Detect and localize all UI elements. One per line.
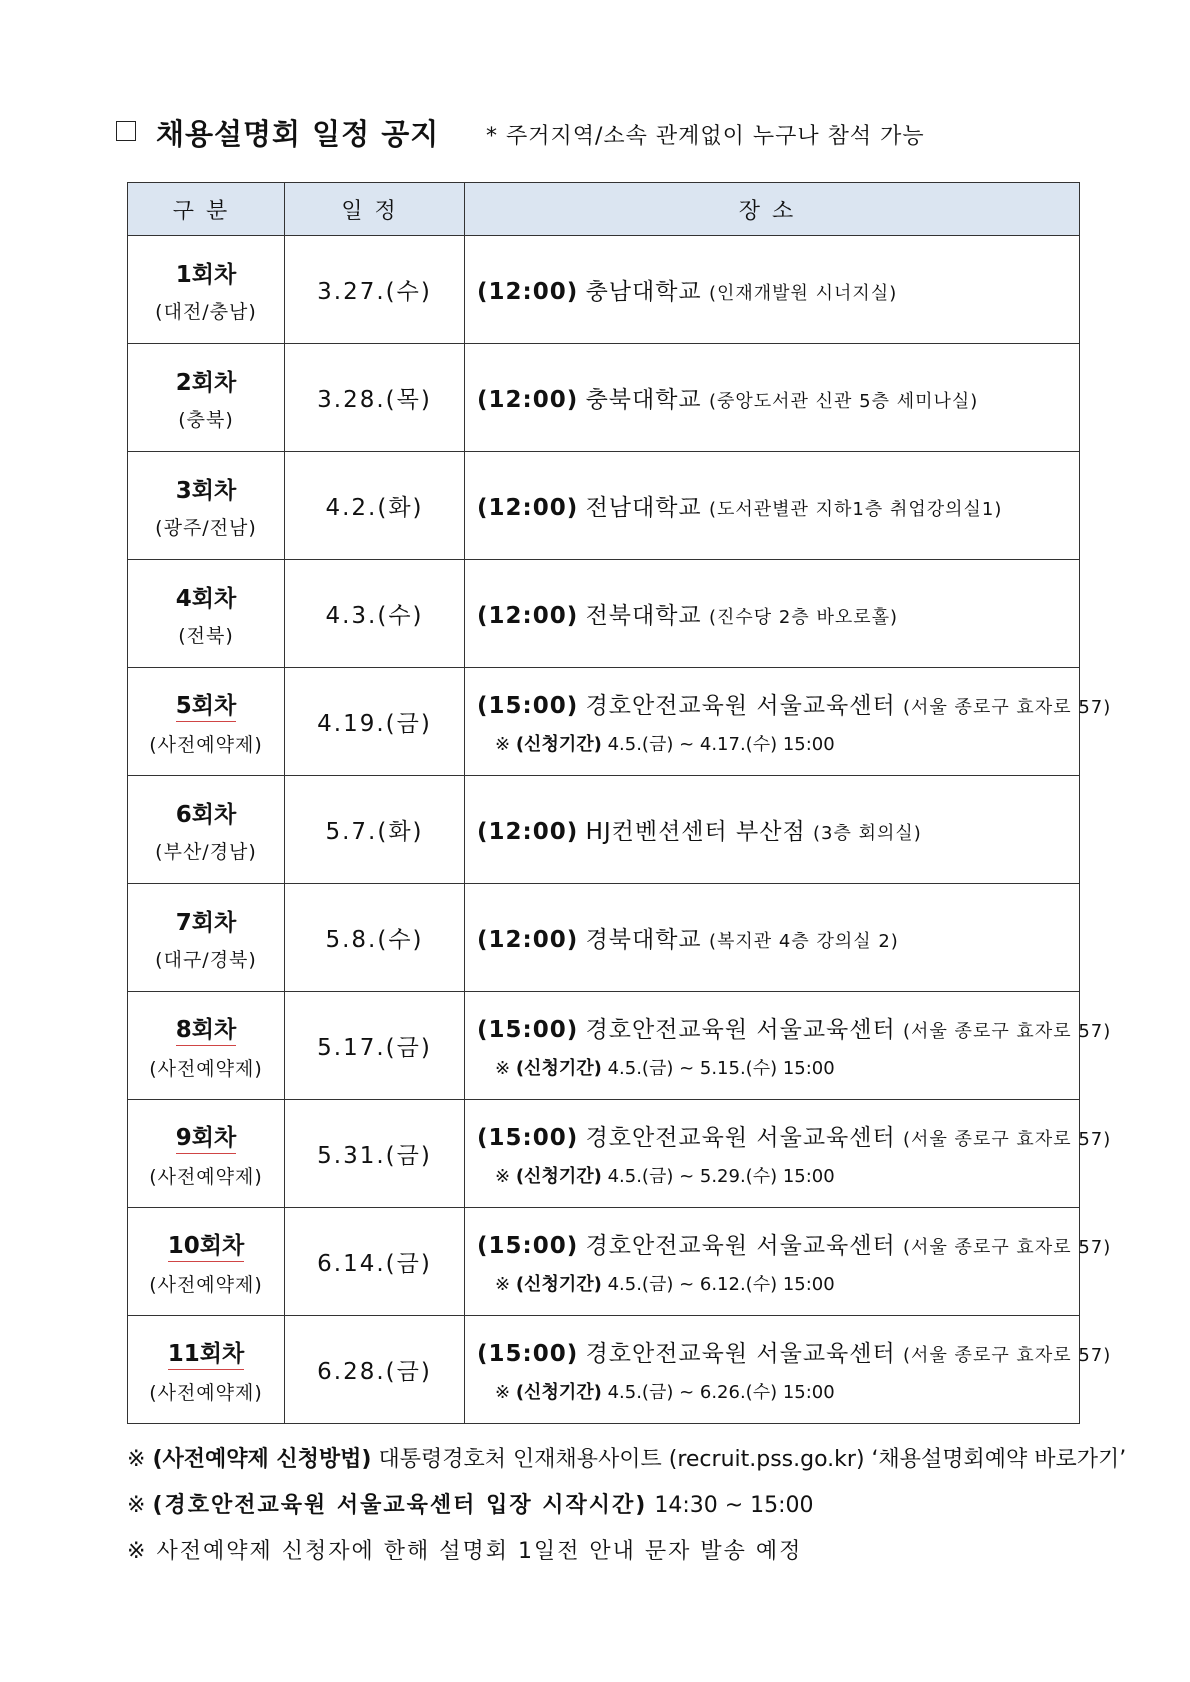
round-region: (사전예약제) bbox=[149, 1273, 263, 1296]
place-line bbox=[477, 1227, 1112, 1260]
round-cell bbox=[128, 668, 285, 776]
round-number: 3회차 bbox=[175, 477, 237, 504]
venue-detail: (서울 종로구 효자로 57) bbox=[903, 1237, 1112, 1258]
venue-name: 충남대학교 bbox=[585, 279, 702, 305]
venue-detail: (서울 종로구 효자로 57) bbox=[903, 1345, 1112, 1366]
table-header-row bbox=[128, 183, 1080, 236]
place-cell bbox=[465, 776, 1080, 884]
place-cell bbox=[465, 1208, 1112, 1316]
table-row bbox=[128, 1208, 1080, 1316]
round-number: 7회차 bbox=[175, 909, 237, 936]
round-region: (사전예약제) bbox=[149, 1057, 263, 1080]
round-number: 10회차 bbox=[168, 1227, 244, 1262]
date-cell: 5.17.(금) bbox=[285, 992, 465, 1100]
round-region: (대전/충남) bbox=[155, 300, 257, 323]
session-time: (12:00) bbox=[477, 819, 579, 845]
round-number: 5회차 bbox=[176, 687, 236, 722]
date-cell: 3.28.(목) bbox=[285, 344, 465, 452]
table-row bbox=[128, 776, 1080, 884]
round-region: (광주/전남) bbox=[155, 516, 257, 539]
round-cell bbox=[128, 1100, 285, 1208]
footnote-text: 14:30 ~ 15:00 bbox=[654, 1493, 814, 1518]
venue-name: 전남대학교 bbox=[585, 495, 702, 521]
reference-mark: ※ bbox=[495, 734, 511, 755]
reference-mark: ※ bbox=[495, 1058, 511, 1079]
session-time: (15:00) bbox=[477, 1341, 579, 1367]
registration-period bbox=[477, 1378, 1079, 1404]
round-cell bbox=[128, 236, 285, 344]
registration-dates: 4.5.(금) ~ 4.17.(수) 15:00 bbox=[607, 734, 835, 755]
venue-name: HJ컨벤션센터 부산점 bbox=[585, 819, 806, 845]
round-region: (전북) bbox=[178, 624, 234, 647]
venue-name: 충북대학교 bbox=[585, 387, 702, 413]
date-cell: 4.2.(화) bbox=[285, 452, 465, 560]
venue-detail: (인재개발원 시너지실) bbox=[708, 283, 898, 304]
venue-name: 경호안전교육원 서울교육센터 bbox=[585, 1233, 896, 1259]
column-header-date: 일정 bbox=[285, 183, 465, 236]
eligibility-note: * 주거지역/소속 관계없이 누구나 참석 가능 bbox=[486, 124, 925, 149]
registration-dates: 4.5.(금) ~ 6.26.(수) 15:00 bbox=[607, 1382, 835, 1403]
table-row bbox=[128, 452, 1080, 560]
date-cell: 5.8.(수) bbox=[285, 884, 465, 992]
place-line bbox=[477, 597, 1079, 630]
registration-period bbox=[477, 1054, 1079, 1080]
footnote-reservation-method bbox=[127, 1437, 1127, 1483]
reference-mark: ※ bbox=[495, 1382, 511, 1403]
round-cell bbox=[128, 344, 285, 452]
place-line bbox=[477, 687, 1112, 720]
session-time: (15:00) bbox=[477, 1017, 579, 1043]
footnote-label: (사전예약제 신청방법) bbox=[152, 1447, 372, 1472]
session-time: (12:00) bbox=[477, 927, 579, 953]
round-region: (대구/경북) bbox=[155, 948, 257, 971]
round-number: 4회차 bbox=[175, 585, 237, 612]
place-line bbox=[477, 1119, 1112, 1152]
table-row bbox=[128, 884, 1080, 992]
reference-mark: ※ bbox=[127, 1539, 148, 1564]
round-cell bbox=[128, 776, 285, 884]
registration-label: (신청기간) bbox=[515, 1166, 602, 1187]
footnotes bbox=[127, 1437, 1127, 1575]
session-time: (15:00) bbox=[477, 1233, 579, 1259]
date-cell: 5.7.(화) bbox=[285, 776, 465, 884]
reference-mark: ※ bbox=[127, 1447, 146, 1472]
footnote-text: 사전예약제 신청자에 한해 설명회 1일전 안내 문자 발송 예정 bbox=[156, 1539, 803, 1564]
registration-dates: 4.5.(금) ~ 6.12.(수) 15:00 bbox=[607, 1274, 835, 1295]
registration-label: (신청기간) bbox=[515, 1382, 602, 1403]
place-line bbox=[477, 381, 1079, 414]
column-header-category: 구분 bbox=[128, 183, 285, 236]
place-line bbox=[477, 813, 1079, 846]
reference-mark: ※ bbox=[495, 1274, 511, 1295]
schedule-table bbox=[127, 182, 1112, 1424]
venue-detail: (서울 종로구 효자로 57) bbox=[903, 1021, 1112, 1042]
round-number: 6회차 bbox=[175, 801, 237, 828]
registration-label: (신청기간) bbox=[515, 734, 602, 755]
table-row bbox=[128, 1316, 1080, 1424]
registration-dates: 4.5.(금) ~ 5.15.(수) 15:00 bbox=[607, 1058, 835, 1079]
round-cell bbox=[128, 884, 285, 992]
registration-period bbox=[477, 1270, 1079, 1296]
schedule-table-body bbox=[128, 236, 1112, 1424]
session-time: (15:00) bbox=[477, 1125, 579, 1151]
session-time: (12:00) bbox=[477, 603, 579, 629]
date-cell: 3.27.(수) bbox=[285, 236, 465, 344]
place-cell bbox=[465, 992, 1112, 1100]
session-time: (12:00) bbox=[477, 495, 579, 521]
round-region: (부산/경남) bbox=[155, 840, 257, 863]
venue-name: 전북대학교 bbox=[585, 603, 702, 629]
round-cell bbox=[128, 1208, 285, 1316]
footnote-entry-time bbox=[127, 1483, 1079, 1529]
venue-detail: (도서관별관 지하1층 취업강의실1) bbox=[708, 499, 1003, 520]
table-row bbox=[128, 668, 1080, 776]
date-cell: 5.31.(금) bbox=[285, 1100, 465, 1208]
registration-dates: 4.5.(금) ~ 5.29.(수) 15:00 bbox=[607, 1166, 835, 1187]
place-line bbox=[477, 489, 1079, 522]
venue-detail: (서울 종로구 효자로 57) bbox=[903, 697, 1112, 718]
reference-mark: ※ bbox=[127, 1493, 146, 1518]
place-cell bbox=[465, 884, 1080, 992]
venue-detail: (서울 종로구 효자로 57) bbox=[903, 1129, 1112, 1150]
place-cell bbox=[465, 344, 1080, 452]
venue-detail: (중앙도서관 신관 5층 세미나실) bbox=[708, 391, 979, 412]
round-number: 1회차 bbox=[175, 261, 237, 288]
table-row bbox=[128, 344, 1080, 452]
reference-mark: ※ bbox=[495, 1166, 511, 1187]
round-cell bbox=[128, 560, 285, 668]
round-region: (충북) bbox=[178, 408, 234, 431]
date-cell: 4.3.(수) bbox=[285, 560, 465, 668]
page-header bbox=[116, 110, 1076, 154]
round-region: (사전예약제) bbox=[149, 1381, 263, 1404]
venue-name: 경호안전교육원 서울교육센터 bbox=[585, 1341, 896, 1367]
venue-name: 경호안전교육원 서울교육센터 bbox=[585, 1125, 896, 1151]
session-time: (12:00) bbox=[477, 279, 579, 305]
round-cell bbox=[128, 992, 285, 1100]
round-region: (사전예약제) bbox=[149, 1165, 263, 1188]
place-cell bbox=[465, 668, 1112, 776]
place-cell bbox=[465, 1100, 1112, 1208]
venue-detail: (진수당 2층 바오로홀) bbox=[708, 607, 899, 628]
footnote-text: 대통령경호처 인재채용사이트 (recruit.pss.go.kr) ‘채용설명회예약 바로가기’ bbox=[378, 1447, 1127, 1472]
place-cell bbox=[465, 236, 1080, 344]
venue-detail: (복지관 4층 강의실 2) bbox=[708, 931, 899, 952]
table-row bbox=[128, 1100, 1080, 1208]
page-title: 채용설명회 일정 공지 bbox=[156, 117, 440, 151]
place-cell bbox=[465, 452, 1080, 560]
place-line bbox=[477, 1011, 1112, 1044]
round-number: 8회차 bbox=[176, 1011, 236, 1046]
registration-label: (신청기간) bbox=[515, 1274, 602, 1295]
checkbox-icon bbox=[116, 121, 136, 141]
table-row bbox=[128, 560, 1080, 668]
registration-label: (신청기간) bbox=[515, 1058, 602, 1079]
session-time: (12:00) bbox=[477, 387, 579, 413]
round-cell bbox=[128, 452, 285, 560]
table-row bbox=[128, 236, 1080, 344]
registration-period bbox=[477, 730, 1079, 756]
place-line bbox=[477, 921, 1079, 954]
place-cell bbox=[465, 560, 1080, 668]
round-number: 9회차 bbox=[176, 1119, 236, 1154]
round-cell bbox=[128, 1316, 285, 1424]
round-number: 2회차 bbox=[175, 369, 237, 396]
table-row bbox=[128, 992, 1080, 1100]
column-header-place: 장소 bbox=[465, 183, 1080, 236]
round-region: (사전예약제) bbox=[149, 733, 263, 756]
session-time: (15:00) bbox=[477, 693, 579, 719]
date-cell: 6.14.(금) bbox=[285, 1208, 465, 1316]
venue-detail: (3층 회의실) bbox=[813, 823, 922, 844]
place-cell bbox=[465, 1316, 1112, 1424]
footnote-sms-notice bbox=[127, 1529, 1079, 1575]
place-line bbox=[477, 273, 1079, 306]
date-cell: 4.19.(금) bbox=[285, 668, 465, 776]
date-cell: 6.28.(금) bbox=[285, 1316, 465, 1424]
place-line bbox=[477, 1335, 1112, 1368]
venue-name: 경호안전교육원 서울교육센터 bbox=[585, 693, 896, 719]
footnote-label: (경호안전교육원 서울교육센터 입장 시작시간) bbox=[152, 1493, 648, 1518]
venue-name: 경북대학교 bbox=[585, 927, 702, 953]
round-number: 11회차 bbox=[168, 1335, 244, 1370]
venue-name: 경호안전교육원 서울교육센터 bbox=[585, 1017, 896, 1043]
registration-period bbox=[477, 1162, 1079, 1188]
